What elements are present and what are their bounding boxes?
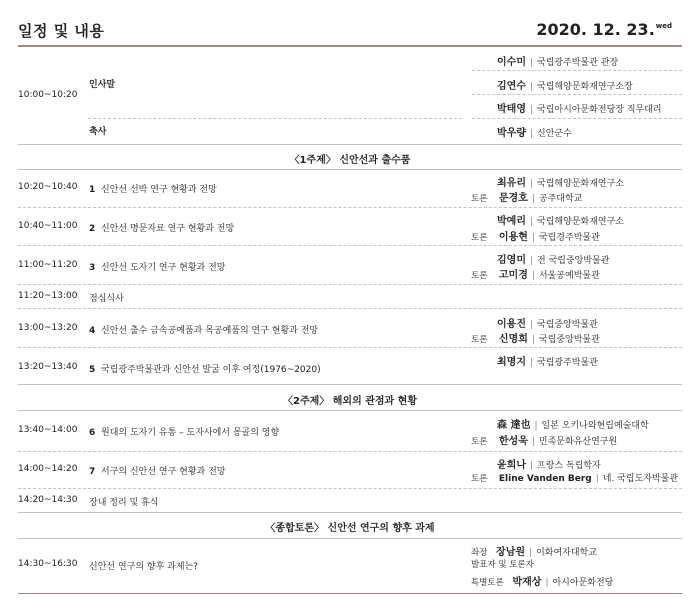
time-slot: 10:20~10:40 [18,182,78,192]
session-title: 5 국립광주박물관과 신안선 발굴 이후 여정(1976~2020) [89,365,321,375]
divider [18,410,682,411]
session-title: 6 원대의 도자기 유통 – 도자사에서 몽골의 영향 [89,428,280,438]
person: 토론 고미경 | 서울공예박물관 [471,270,600,281]
person: 최명지 | 국립광주박물관 [497,357,598,368]
person: 토론 Eline Vanden Berg | 네. 국립도자박물관 [471,474,679,484]
person: 박태영 | 국립아시아문화전당장 직무대리 [497,104,662,115]
person: 박예리 | 국립해양문화재연구소 [497,216,624,227]
time-slot: 14:20~14:30 [18,495,78,505]
divider [472,70,682,71]
divider [18,384,682,385]
session-title: 축사 [89,127,107,137]
divider [18,347,682,348]
person: 森 達也 | 일본 오키나와현립예술대학 [497,420,649,431]
weekday: wed [655,22,672,30]
person: 최유리 | 국립해양문화재연구소 [497,178,624,189]
session-title: 장내 정리 및 휴식 [89,498,159,508]
divider [18,245,682,246]
divider [18,488,682,489]
person: 김영미 | 전 국립중앙박물관 [497,255,610,266]
date-text: 2020. 12. 23. [536,20,655,39]
time-slot: 13:40~14:00 [18,425,78,435]
person: 이용진 | 국립중앙박물관 [497,319,598,330]
time-slot: 14:30~16:30 [18,559,78,569]
divider [88,118,462,119]
session-title: 점심식사 [89,294,124,304]
divider [18,308,682,309]
section-heading: 〈1주제〉 신안선과 출수품 [289,155,411,166]
time-slot: 14:00~14:20 [18,464,78,474]
bottom-rule [18,593,682,594]
person: 토론 문경호 | 공주대학교 [471,193,583,204]
person: 토론 한성욱 | 민족문화유산연구원 [471,436,618,447]
session-title: 1 신안선 선박 연구 현황과 전망 [89,185,217,195]
divider [18,207,682,208]
session-title: 2 신안선 명문자료 연구 현황과 전망 [89,224,235,234]
top-rule [18,45,682,47]
person: 발표자 및 토론자 [471,560,534,570]
section-heading: 〈2주제〉 해외의 관점과 현황 [282,396,417,407]
time-slot: 10:00~10:20 [18,90,78,100]
person: 특별토론 박재상 | 아시아문화전당 [471,577,614,588]
person: 이수미 | 국립광주박물관 관장 [497,57,619,68]
time-slot: 10:40~11:00 [18,221,78,231]
time-slot: 13:20~13:40 [18,362,78,372]
page-title: 일정 및 내용 [18,22,105,40]
person: 좌장 장남원 | 이화여자대학교 [471,547,597,558]
person: 토론 이용현 | 국립경주박물관 [471,232,600,243]
time-slot: 13:00~13:20 [18,323,78,333]
event-date [536,20,672,39]
session-title: 4 신안선 출수 금속공예품과 목공예품의 연구 현황과 전망 [89,326,319,336]
section-heading: 〈종합토론〉 신안선 연구의 향후 과제 [265,523,435,534]
divider [472,94,682,95]
divider [472,118,682,119]
session-title: 7 서구의 신안선 연구 현황과 전망 [89,467,226,477]
person: 윤희나 | 프랑스 독립학자 [497,460,601,471]
divider [18,169,682,170]
divider [18,451,682,452]
session-title: 신안선 연구의 향후 과제는? [89,562,198,572]
divider [18,538,682,539]
time-slot: 11:20~13:00 [18,291,78,301]
person: 김연수 | 국립해양문화재연구소장 [497,81,633,92]
divider [18,144,682,145]
session-title: 3 신안선 도자기 연구 현황과 전망 [89,263,226,273]
divider [18,284,682,285]
person: 토론 신명희 | 국립중앙박물관 [471,334,600,345]
session-title: 인사말 [89,80,116,90]
person: 박우량 | 신안군수 [497,128,572,139]
time-slot: 11:00~11:20 [18,260,78,270]
divider [18,512,682,513]
